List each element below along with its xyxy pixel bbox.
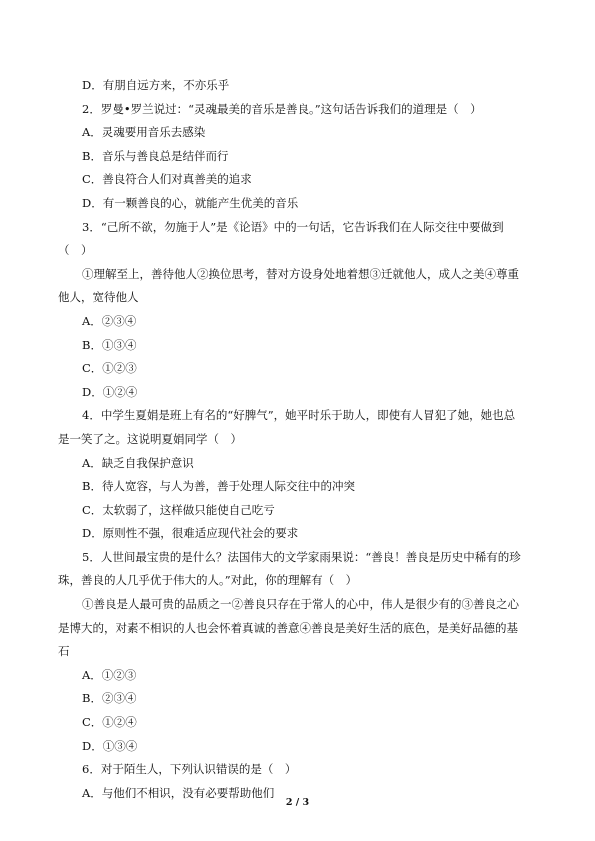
text-line: A．②③④ (82, 313, 137, 328)
text-line: 4．中学生夏娟是班上有名的“好脾气”，她平时乐于助人，即使有人冒犯了她，她也总 (82, 408, 516, 423)
text-line: B．待人宽容，与人为善，善于处理人际交往中的冲突 (82, 479, 355, 494)
text-line: 3．“己所不欲，勿施于人”是《论语》中的一句话，它告诉我们在人际交往中要做到 (82, 219, 504, 234)
page-number: 2 / 3 (285, 797, 310, 808)
text-line: D．①②④ (82, 384, 138, 399)
text-line: 珠，善良的人几乎优于伟大的人。”对此，你的理解有（ ） (58, 573, 358, 588)
text-line: A．与他们不相识，没有必要帮助他们 (82, 785, 275, 800)
text-line: ①善良是人最可贵的品质之一②善良只存在于常人的心中，伟人是很少有的③善良之心 (82, 597, 519, 612)
page-body (58, 74, 548, 805)
text-line: D．有一颗善良的心，就能产生优美的音乐 (82, 195, 299, 210)
text-line: C．太软弱了，这样做只能使自己吃亏 (82, 502, 275, 517)
text-line: 是一笑了之。这说明夏娟同学（ ） (58, 431, 242, 446)
text-line: B．音乐与善良总是结伴而行 (82, 148, 229, 163)
text-line: C．①②④ (82, 715, 137, 730)
text-line: C．善良符合人们对真善美的追求 (82, 172, 252, 187)
text-line: A．缺乏自我保护意识 (82, 455, 194, 470)
text-line: 5．人世间最宝贵的是什么？法国伟大的文学家雨果说：“善良！善良是历史中稀有的珍 (82, 549, 521, 564)
text-line: A．灵魂要用音乐去感染 (82, 125, 206, 140)
text-line: C．①②③ (82, 361, 137, 376)
text-line: （ ） (58, 243, 93, 258)
text-line: D．原则性不强，很难适应现代社会的要求 (82, 526, 299, 541)
text-line: 2．罗曼•罗兰说过：“灵魂最美的音乐是善良。”这句话告诉我们的道理是（ ） (82, 101, 482, 116)
text-line: 6．对于陌生人，下列认识错误的是（ ） (82, 762, 297, 777)
text-line: 他人，宽待他人 (58, 290, 139, 305)
text-line: D．①③④ (82, 738, 138, 753)
text-line: B．②③④ (82, 691, 137, 706)
text-line: D．有朋自远方来，不亦乐乎 (82, 78, 230, 92)
text-line: B．①③④ (82, 337, 137, 352)
text-line: ①理解至上，善待他人②换位思考，替对方设身处地着想③迁就他人，成人之美④尊重 (82, 266, 519, 281)
text-line: A．①②③ (82, 667, 137, 682)
text-line: 石 (58, 644, 70, 659)
text-line: 是博大的，对素不相识的人也会怀着真诚的善意④善良是美好生活的底色，是美好品德的基 (58, 620, 518, 635)
